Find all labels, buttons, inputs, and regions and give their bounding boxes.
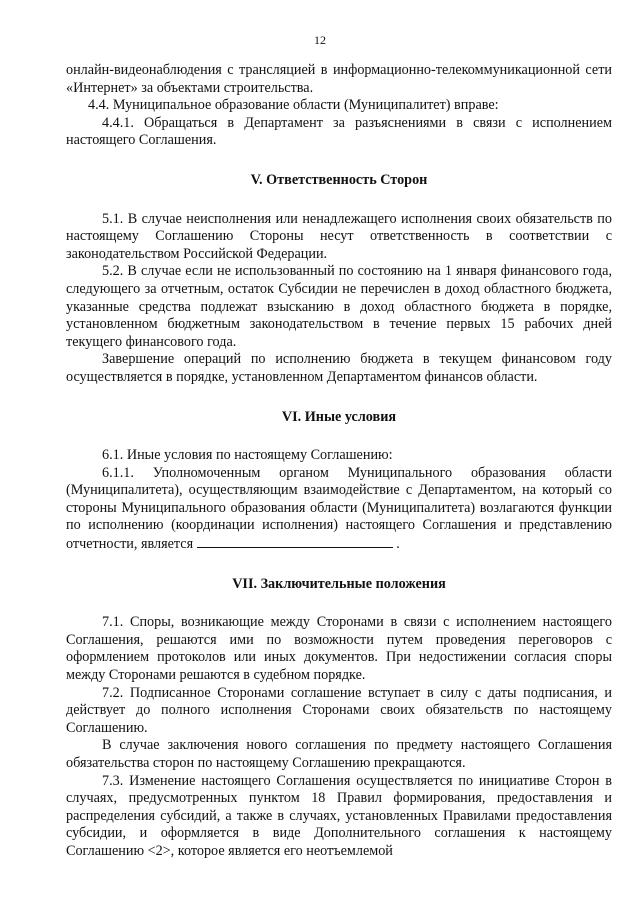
paragraph-7-2: 7.2. Подписанное Сторонами соглашение вступает в силу с даты подписания, и действует до полного исполнения Сторонами своих обязательств по настоящему Соглашению. <box>66 684 612 736</box>
paragraph-continuation: онлайн-видеонаблюдения с трансляцией в информационно-телекоммуникационной сети «Интернет» за объектами строительства. <box>66 62 612 96</box>
paragraph-7-1: 7.1. Споры, возникающие между Сторонами в связи с исполнением настоящего Соглашения, решаются ими по возможности путем проведения переговоров с оформлением протоколов или иных документов. При недостижении согласия споры между Сторонами решаются в судебном порядке. <box>66 614 612 684</box>
paragraph-6-1-1-period: . <box>396 536 400 553</box>
section-heading-5: V. Ответственность Сторон <box>250 171 428 188</box>
paragraph-4-4-1: 4.4.1. Обращаться в Департамент за разъяснениями в связи с исполнением настоящего Соглашения. <box>66 114 612 149</box>
paragraph-5-2-completion: Завершение операций по исполнению бюджета в текущем финансовом году осуществляется в порядке, установленном Департаментом финансов области. <box>66 351 612 385</box>
paragraph-6-1: 6.1. Иные условия по настоящему Соглашению: <box>102 447 393 464</box>
paragraph-6-1-1-text: 6.1.1. Уполномоченным органом Муниципального образования области (Муниципалитета), осуществляющим взаимодействие с Департаментом, на который со стороны Муниципального образования области (Муниципалитета) возлагаются функции по исполнению (координации исполнения) настоящего Соглашения и представлению отчетности, является <box>66 464 612 553</box>
section-heading-6: VI. Иные условия <box>281 408 397 425</box>
document-body <box>66 62 612 861</box>
paragraph-7-3: 7.3. Изменение настоящего Соглашения осуществляется по инициативе Сторон в случаях, предусмотренных пунктом 18 Правил формирования, предоставления и распределения субсидий, а также в случаях, установленных Правилами предоставления субсидии, и оформляется в виде Дополнительного соглашения к настоящему Соглашению <2>, которое является его неотъемлемой <box>66 772 612 859</box>
paragraph-6-1-1 <box>66 465 612 554</box>
paragraph-7-2-new-agreement: В случае заключения нового соглашения по предмету настоящего Соглашения обязательства сторон по настоящему Соглашению прекращаются. <box>66 737 612 771</box>
paragraph-5-1: 5.1. В случае неисполнения или ненадлежащего исполнения своих обязательств по настоящему Соглашению Стороны несут ответственность в соответствии с законодательством Российской Федерации. <box>66 210 612 262</box>
paragraph-5-2: 5.2. В случае если не использованный по состоянию на 1 января финансового года, следующего за отчетным, остаток Субсидии не перечислен в доход областного бюджета, указанные средства подлежат взысканию в доход областного бюджета в порядке, установленном бюджетным законодательством в течение первых 15 рабочих дней текущего финансового года. <box>66 263 612 350</box>
fill-in-blank <box>197 535 393 548</box>
section-heading-7: VII. Заключительные положения <box>232 575 446 592</box>
paragraph-4-4: 4.4. Муниципальное образование области (Муниципалитет) вправе: <box>88 97 499 114</box>
page-number: 12 <box>314 33 326 47</box>
